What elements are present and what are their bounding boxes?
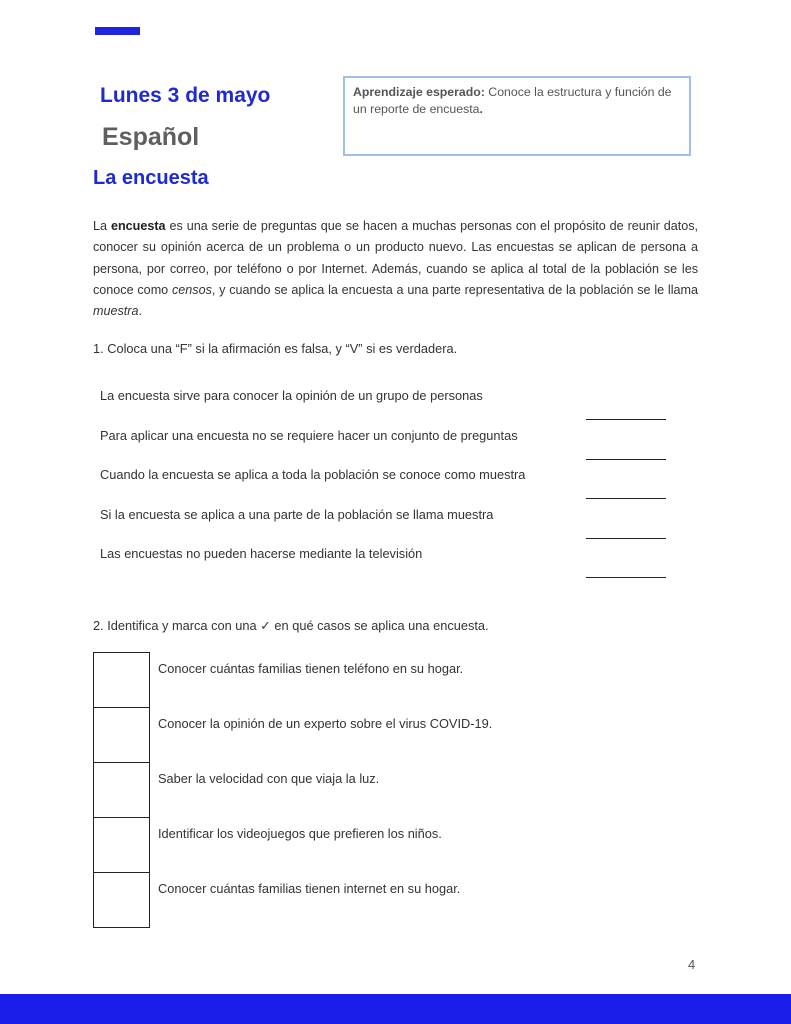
top-accent-bar [95, 27, 140, 35]
objective-period: . [479, 102, 483, 116]
checkbox-2[interactable] [94, 708, 150, 763]
checklist-row [94, 818, 679, 873]
checklist-row [94, 873, 679, 928]
question-2-title: 2. Identifica y marca con una ✓ en qué casos se aplica una encuesta. [93, 618, 489, 633]
answer-line-3[interactable] [586, 498, 666, 499]
checklist-row [94, 763, 679, 818]
subject-title: Español [102, 123, 200, 151]
checkbox-1[interactable] [94, 653, 150, 708]
option-2: Conocer la opinión de un experto sobre el virus COVID-19. [158, 715, 493, 731]
intro-text: La [93, 219, 111, 233]
statement-1: La encuesta sirve para conocer la opinión de un grupo de personas [100, 388, 483, 403]
topic-title: La encuesta [93, 167, 209, 189]
learning-objective-box [343, 76, 691, 156]
intro-text: . [138, 304, 142, 319]
option-1: Conocer cuántas familias tienen teléfono en su hogar. [158, 660, 464, 676]
checkbox-3[interactable] [94, 763, 150, 818]
option-3: Saber la velocidad con que viaja la luz. [158, 770, 380, 786]
answer-line-1[interactable] [586, 419, 666, 420]
checkbox-5[interactable] [94, 873, 150, 928]
objective-label: Aprendizaje esperado: [353, 85, 485, 99]
bottom-accent-bar [0, 994, 791, 1024]
objective-text: Conoce la estructura y función de un reporte de encuesta [353, 85, 672, 116]
checklist-row [94, 708, 679, 763]
intro-bold-term: encuesta [110, 219, 166, 233]
intro-italic-term: muestra [93, 304, 139, 319]
checklist-table [93, 652, 679, 928]
answer-line-2[interactable] [586, 459, 666, 460]
page-number: 4 [688, 957, 696, 972]
intro-paragraph [93, 216, 698, 322]
option-4: Identificar los videojuegos que prefieren los niños. [158, 825, 442, 841]
checkbox-4[interactable] [94, 818, 150, 873]
checklist-row [94, 653, 679, 708]
lesson-date: Lunes 3 de mayo [100, 84, 271, 107]
intro-text: es una serie de preguntas que se hacen a muchas personas con el propósito de reunir datos, conocer su opinión acerca de un problema o un producto nuevo. Las encuestas se aplican de persona a persona, por correo, por teléfono o por Internet. Además, cuando se aplica al total de la población se les conoce como [93, 219, 699, 297]
answer-line-4[interactable] [586, 538, 666, 539]
intro-text: , y cuando se aplica la encuesta a una parte representativa de la población se le llama [211, 282, 699, 297]
statement-5: Las encuestas no pueden hacerse mediante la televisión [100, 546, 423, 561]
option-5: Conocer cuántas familias tienen internet en su hogar. [158, 880, 461, 896]
statement-2: Para aplicar una encuesta no se requiere hacer un conjunto de preguntas [100, 428, 518, 443]
question-1-title: 1. Coloca una “F” si la afirmación es falsa, y “V” si es verdadera. [93, 341, 458, 356]
answer-line-5[interactable] [586, 577, 666, 578]
intro-italic-term: censos [171, 282, 212, 297]
statement-3: Cuando la encuesta se aplica a toda la población se conoce como muestra [100, 467, 526, 482]
statement-4: Si la encuesta se aplica a una parte de la población se llama muestra [100, 507, 494, 522]
